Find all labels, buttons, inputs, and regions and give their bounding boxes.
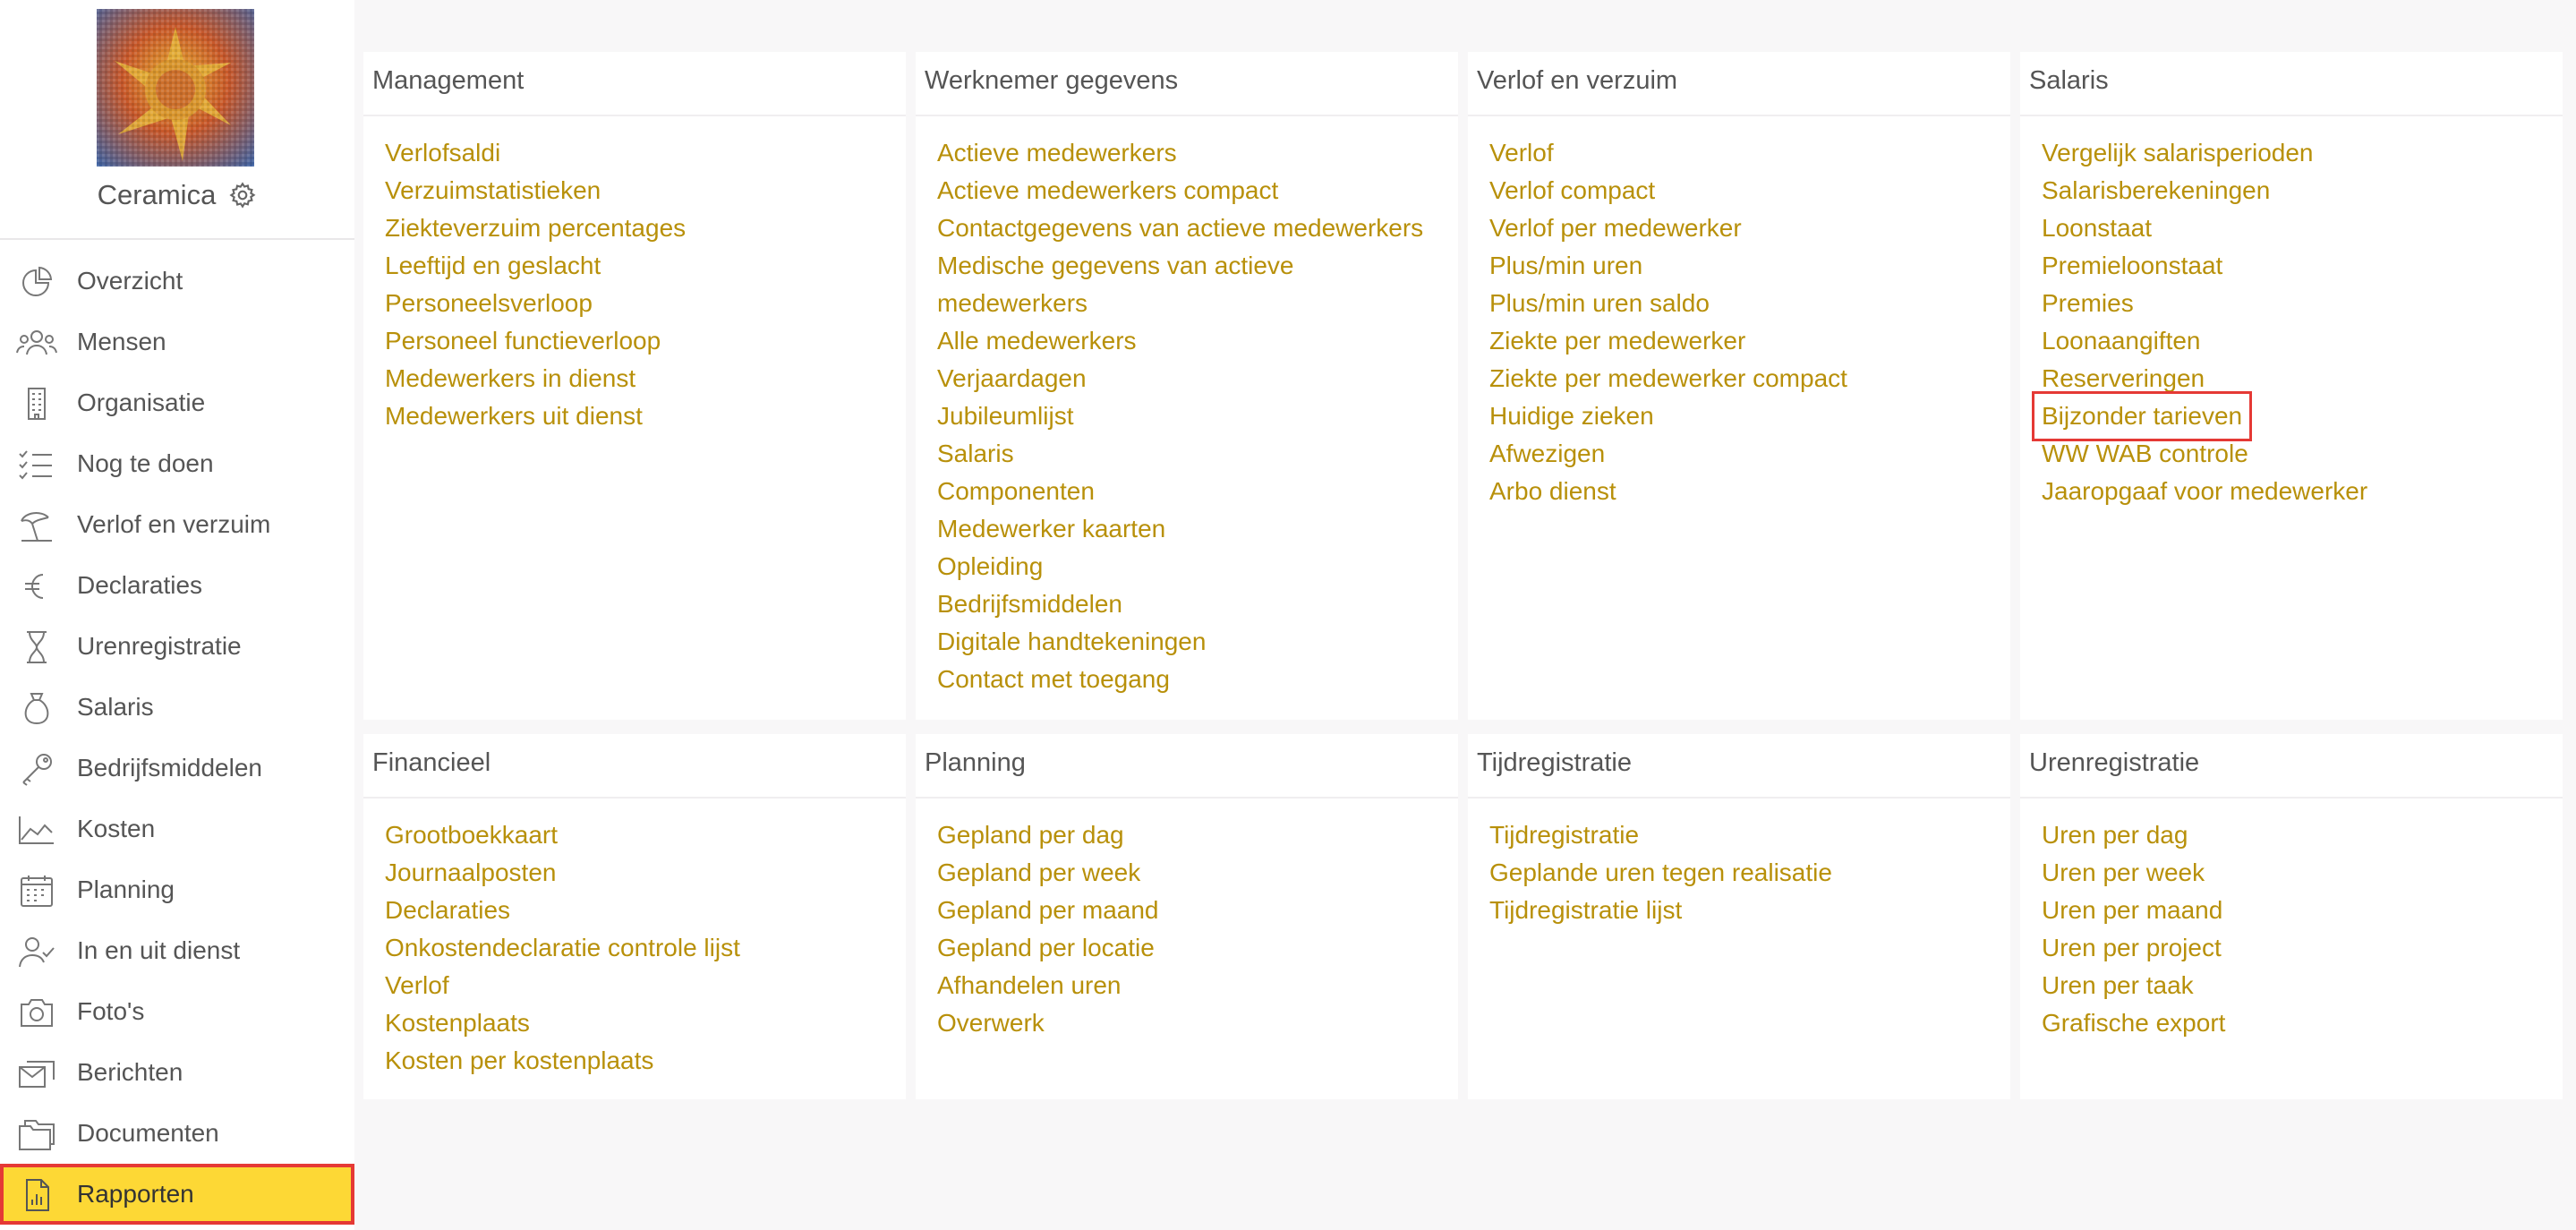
report-link[interactable]: Ziekte per medewerker (1489, 327, 1746, 354)
report-link[interactable]: Geplande uren tegen realisatie (1489, 858, 1832, 886)
folder-icon (16, 1117, 57, 1151)
report-link[interactable]: Loonaangiften (2042, 327, 2201, 354)
card-management (363, 52, 906, 720)
report-link[interactable]: Gepland per locatie (937, 934, 1155, 961)
report-link[interactable]: Verlofsaldi (385, 139, 501, 167)
card-title: Verlof en verzuim (1477, 66, 1678, 95)
euro-icon (16, 569, 57, 603)
sidebar-item-organisatie[interactable] (0, 372, 354, 433)
report-link[interactable]: Premies (2042, 289, 2134, 317)
report-link[interactable]: Vergelijk salarisperioden (2042, 139, 2314, 167)
sidebar-item-label: Planning (77, 876, 175, 903)
card-divider (2020, 797, 2563, 799)
card-title: Tijdregistratie (1477, 748, 1632, 777)
report-link[interactable]: Premieloonstaat (2042, 252, 2223, 279)
sidebar-item-label: Nog te doen (77, 449, 214, 477)
report-link[interactable]: Kostenplaats (385, 1009, 530, 1037)
sidebar-item-label: Verlof en verzuim (77, 510, 271, 538)
key-icon (16, 752, 57, 786)
sidebar-item-label: Rapporten (77, 1180, 194, 1208)
report-link[interactable]: Bedrijfsmiddelen (937, 590, 1122, 618)
card-title: Werknemer gegevens (925, 66, 1179, 95)
report-link[interactable]: Journaalposten (385, 858, 557, 886)
sidebar-divider (0, 238, 354, 240)
report-link[interactable]: Contact met toegang (937, 665, 1170, 693)
sidebar-item-label: Foto's (77, 997, 145, 1025)
sidebar-item-label: Organisatie (77, 389, 206, 416)
sidebar-item-rapporten[interactable] (0, 1164, 354, 1225)
report-link[interactable]: medewerkers (937, 289, 1088, 317)
card-divider (363, 797, 906, 799)
sidebar-item-declaraties[interactable] (0, 555, 354, 616)
sidebar-item-verlof-en-verzuim[interactable] (0, 494, 354, 555)
calendar-icon (16, 874, 57, 908)
report-link[interactable]: Arbo dienst (1489, 477, 1616, 505)
report-link[interactable]: Alle medewerkers (937, 327, 1137, 354)
report-link[interactable]: Ziekteverzuim percentages (385, 214, 687, 242)
card-divider (916, 115, 1458, 116)
report-link[interactable]: Medewerkers in dienst (385, 364, 636, 392)
report-link[interactable]: Gepland per maand (937, 896, 1159, 924)
sidebar-item-label: Bedrijfsmiddelen (77, 754, 262, 782)
card-divider (916, 797, 1458, 799)
report-link[interactable]: Salaris (937, 440, 1014, 467)
sidebar-item-mensen[interactable] (0, 312, 354, 372)
sidebar-item-planning[interactable] (0, 859, 354, 920)
card-verlof-en-verzuim (1468, 52, 2010, 720)
report-link-list (937, 816, 1159, 1042)
camera-icon (16, 995, 57, 1029)
report-link[interactable]: WW WAB controle (2042, 440, 2248, 467)
report-link-list (937, 134, 1423, 698)
report-link[interactable]: Kosten per kostenplaats (385, 1046, 654, 1074)
report-link[interactable]: Overwerk (937, 1009, 1045, 1037)
checklist-icon (16, 448, 57, 482)
report-link[interactable]: Verlof (1489, 139, 1554, 167)
report-link[interactable]: Verlof (385, 971, 449, 999)
report-link[interactable]: Reserveringen (2042, 364, 2205, 392)
card-title: Financieel (372, 748, 491, 777)
report-link[interactable]: Componenten (937, 477, 1095, 505)
beach-umbrella-icon (16, 508, 57, 542)
report-link[interactable]: Verlof compact (1489, 176, 1656, 204)
card-title: Salaris (2029, 66, 2109, 95)
report-link[interactable]: Digitale handtekeningen (937, 628, 1207, 655)
sidebar-item-in-en-uit-dienst[interactable] (0, 920, 354, 981)
sidebar-item-label: In en uit dienst (77, 936, 241, 964)
card-tijdregistratie (1468, 734, 2010, 1099)
report-link-list (1489, 134, 1847, 510)
report-link[interactable]: Ziekte per medewerker compact (1489, 364, 1847, 392)
report-link[interactable]: Uren per week (2042, 858, 2205, 886)
card-salaris (2020, 52, 2563, 720)
sidebar-item-kosten[interactable] (0, 799, 354, 859)
report-link[interactable]: Onkostendeclaratie controle lijst (385, 934, 740, 961)
card-divider (363, 115, 906, 116)
report-link[interactable]: Plus/min uren (1489, 252, 1643, 279)
report-link[interactable]: Huidige zieken (1489, 402, 1654, 430)
sidebar-item-fotos[interactable] (0, 981, 354, 1042)
report-link[interactable]: Grafische export (2042, 1009, 2226, 1037)
sidebar-item-documenten[interactable] (0, 1103, 354, 1164)
hourglass-icon (16, 630, 57, 664)
report-link[interactable]: Declaraties (385, 896, 511, 924)
report-link[interactable]: Uren per project (2042, 934, 2222, 961)
sidebar-item-label: Declaraties (77, 571, 203, 599)
sidebar-item-overzicht[interactable] (0, 251, 354, 312)
report-link[interactable]: Verzuimstatistieken (385, 176, 601, 204)
sidebar-item-salaris[interactable] (0, 677, 354, 738)
report-icon (16, 1178, 57, 1212)
card-title: Management (372, 66, 525, 95)
report-link[interactable]: Medewerker kaarten (937, 515, 1166, 542)
report-link-list (385, 816, 740, 1080)
sidebar-item-nog-te-doen[interactable] (0, 433, 354, 494)
sidebar-item-label: Overzicht (77, 267, 183, 295)
company-header (0, 175, 354, 215)
sidebar-item-label: Mensen (77, 328, 166, 355)
report-link[interactable]: Gepland per dag (937, 821, 1124, 849)
sidebar-item-label: Urenregistratie (77, 632, 242, 660)
messages-icon (16, 1056, 57, 1090)
report-link[interactable]: Uren per maand (2042, 896, 2223, 924)
report-link[interactable]: Opleiding (937, 552, 1044, 580)
card-planning (916, 734, 1458, 1099)
sidebar-nav (0, 251, 354, 1225)
card-divider (1468, 797, 2010, 799)
sidebar (0, 0, 354, 1230)
report-link[interactable]: Afhandelen uren (937, 971, 1122, 999)
card-divider (1468, 115, 2010, 116)
money-bag-icon (16, 691, 57, 725)
report-link[interactable]: Plus/min uren saldo (1489, 289, 1710, 317)
card-title: Planning (925, 748, 1026, 777)
card-financieel (363, 734, 906, 1099)
area-chart-icon (16, 813, 57, 847)
user-check-icon (16, 935, 57, 969)
pie-chart-icon (16, 265, 57, 299)
company-logo[interactable] (97, 9, 254, 167)
card-urenregistratie (2020, 734, 2563, 1099)
building-icon (16, 387, 57, 421)
report-link[interactable]: Jubileumlijst (937, 402, 1074, 430)
sidebar-item-label: Salaris (77, 693, 154, 721)
report-link[interactable]: Tijdregistratie lijst (1489, 896, 1683, 924)
report-link[interactable]: Tijdregistratie (1489, 821, 1640, 849)
report-link-list (1489, 816, 1832, 929)
gear-icon[interactable] (228, 181, 257, 209)
report-link[interactable]: Salarisberekeningen (2042, 176, 2271, 204)
sidebar-item-berichten[interactable] (0, 1042, 354, 1103)
report-link[interactable]: Medewerkers uit dienst (385, 402, 643, 430)
report-link[interactable]: Personeel functieverloop (385, 327, 661, 354)
report-link-list (2042, 134, 2367, 510)
report-link[interactable]: Verjaardagen (937, 364, 1087, 392)
report-link[interactable]: Uren per taak (2042, 971, 2194, 999)
report-link[interactable]: Contactgegevens van actieve medewerkers (937, 214, 1424, 242)
sidebar-item-label: Documenten (77, 1119, 219, 1147)
card-werknemer-gegevens (916, 52, 1458, 720)
card-title: Urenregistratie (2029, 748, 2200, 777)
report-link[interactable]: Gepland per week (937, 858, 1141, 886)
company-name: Ceramica (97, 179, 217, 210)
report-link-list (2042, 816, 2225, 1042)
report-link[interactable]: Afwezigen (1489, 440, 1606, 467)
sidebar-item-bedrijfsmiddelen[interactable] (0, 738, 354, 799)
report-link-list (385, 134, 686, 435)
report-link[interactable]: Uren per dag (2042, 821, 2188, 849)
sidebar-item-label: Kosten (77, 815, 156, 842)
report-link[interactable]: Loonstaat (2042, 214, 2152, 242)
report-link[interactable]: Jaaropgaaf voor medewerker (2042, 477, 2368, 505)
report-link[interactable]: Medische gegevens van actieve (937, 252, 1294, 279)
report-link[interactable]: Personeelsverloop (385, 289, 593, 317)
report-link[interactable]: Actieve medewerkers compact (937, 176, 1279, 204)
report-link[interactable]: Verlof per medewerker (1489, 214, 1742, 242)
people-icon (16, 326, 57, 360)
sidebar-item-urenregistratie[interactable] (0, 616, 354, 677)
sidebar-item-label: Berichten (77, 1058, 183, 1086)
report-link[interactable]: Leeftijd en geslacht (385, 252, 601, 279)
card-divider (2020, 115, 2563, 116)
report-link-highlighted[interactable]: Bijzonder tarieven (2042, 397, 2367, 435)
report-link[interactable]: Actieve medewerkers (937, 139, 1177, 167)
report-link[interactable]: Grootboekkaart (385, 821, 558, 849)
